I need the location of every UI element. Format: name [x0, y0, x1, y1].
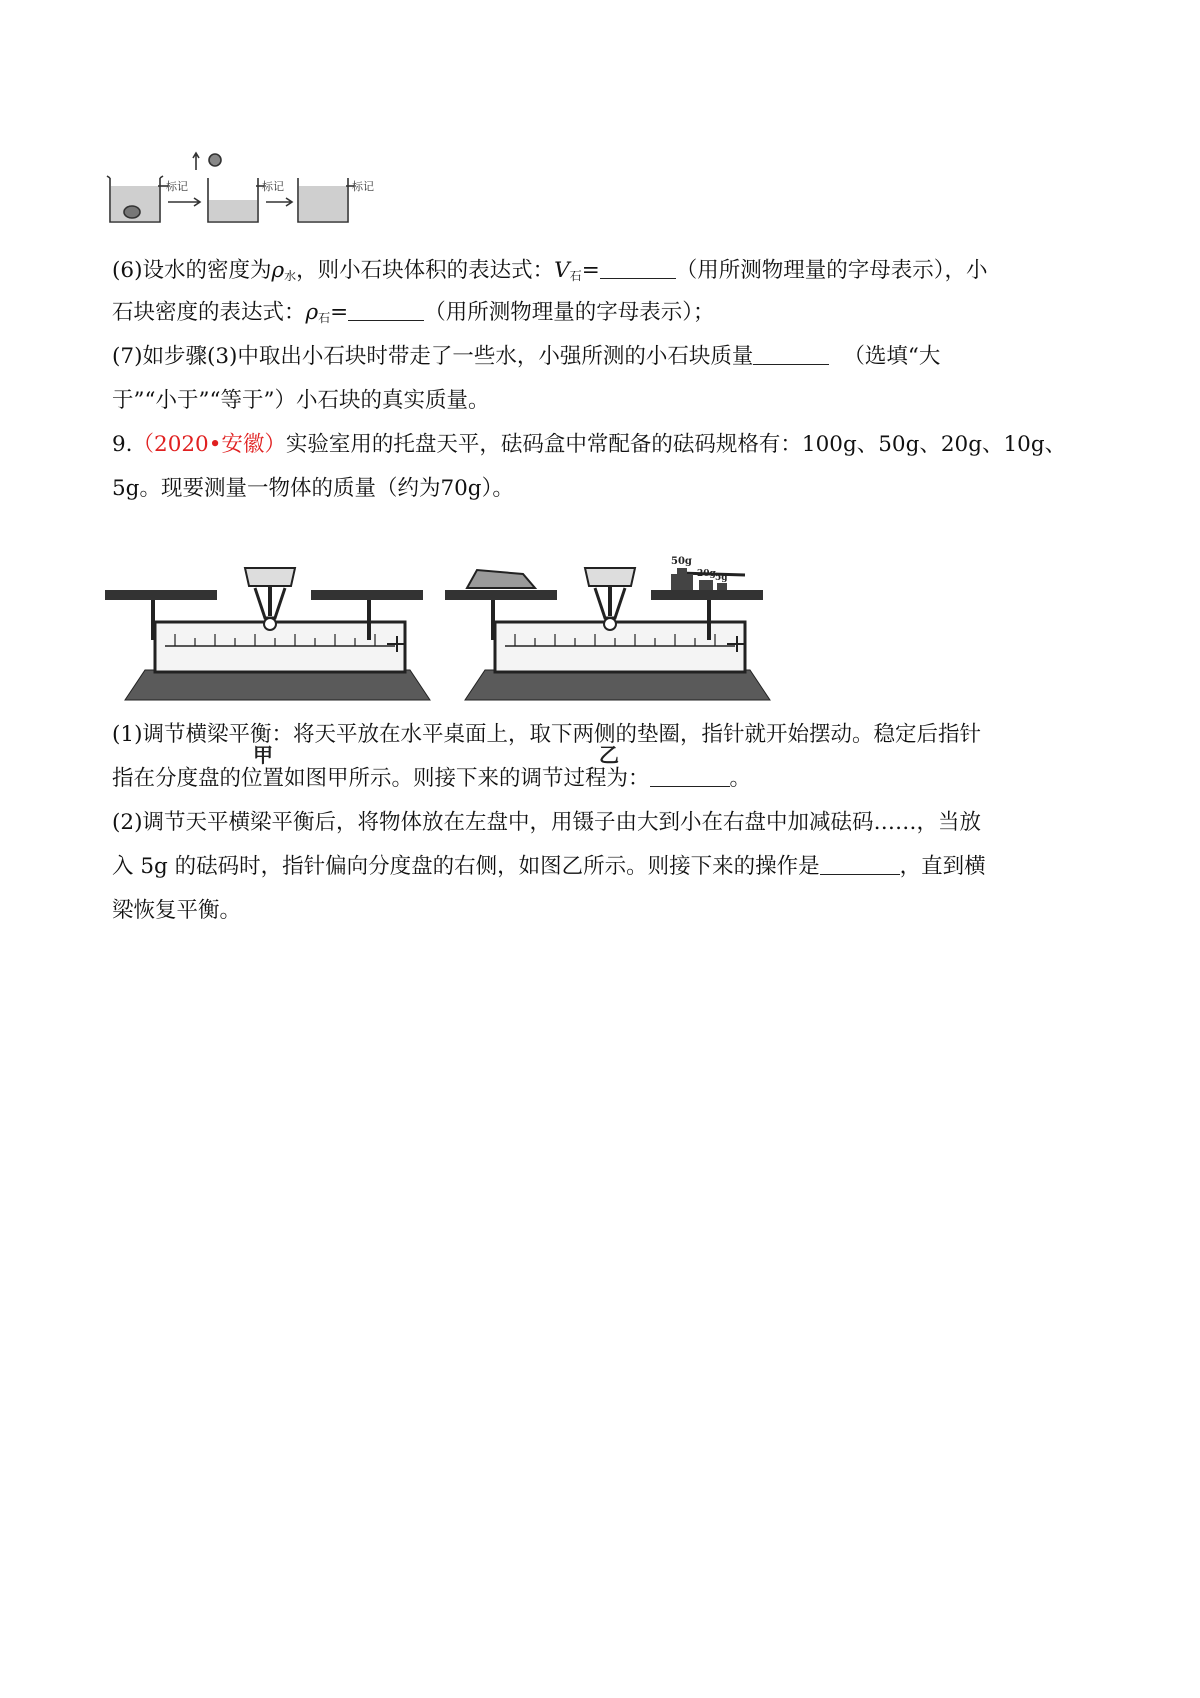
weight-label-50g: 50g [671, 556, 692, 567]
q9-p2-line1 [112, 808, 981, 838]
volume-symbol: V [554, 258, 570, 283]
rho-symbol: ρ [305, 300, 319, 325]
figure-label-yi: 乙 [599, 743, 619, 767]
text: = [581, 258, 600, 283]
beaker-figure [108, 152, 408, 248]
text: （用所测物理量的字母表示）； [424, 300, 715, 325]
text: ，直到横 [899, 854, 986, 879]
q8-p7-line2 [112, 386, 489, 416]
text: （用所测物理量的字母表示），小 [675, 258, 988, 283]
weight-label-20g: 20g [697, 569, 716, 579]
answer-blank[interactable] [348, 300, 424, 321]
text: 。 [729, 766, 752, 791]
rho-symbol: ρ [271, 258, 285, 283]
q8-p6-line1 [112, 256, 987, 291]
text: 指在分度盘的位置如图甲所示。则接下来的调节过程为： [112, 766, 650, 791]
answer-blank[interactable] [753, 344, 829, 365]
subscript: 石 [318, 311, 331, 325]
balance-jia [105, 568, 430, 700]
q9-stem-line1 [112, 430, 1066, 460]
answer-blank[interactable] [650, 766, 730, 787]
q8-p6-line2 [112, 298, 714, 333]
subscript: 石 [569, 269, 582, 283]
text: 梁恢复平衡。 [112, 898, 242, 923]
balance-yi [445, 568, 770, 700]
answer-blank[interactable] [600, 258, 676, 279]
beaker-mark-label: 标记 [166, 180, 188, 193]
q9-p1-line1 [112, 720, 981, 750]
text: = [330, 300, 349, 325]
subscript: 水 [284, 269, 297, 283]
figure-label-jia: 甲 [253, 743, 273, 767]
beaker-mark-label: 标记 [262, 180, 284, 193]
text: (1)调节横梁平衡：将天平放在水平桌面上，取下两侧的垫圈，指针就开始摆动。稳定后指针 [112, 722, 981, 747]
q8-p7-line1 [112, 342, 940, 372]
q9-stem-line2 [112, 474, 514, 504]
text: (6)设水的密度为 [112, 258, 272, 283]
q9-p1-line2 [112, 764, 751, 794]
text: (2)调节天平横梁平衡后，将物体放在左盘中，用镊子由大到小在右盘中加减砝码……，当放 [112, 810, 981, 835]
text: （选填“大 [843, 344, 941, 369]
answer-blank[interactable] [820, 854, 900, 875]
text: 实验室用的托盘天平，砝码盒中常配备的砝码规格有：100g、50g、20g、10g、 [285, 432, 1067, 457]
question-source: （2020•安徽） [132, 432, 286, 457]
text: 于”“小于”“等于”）小石块的真实质量。 [112, 388, 490, 413]
weight-label-5g: 5g [715, 573, 728, 583]
text: 入 5g 的砝码时，指针偏向分度盘的右侧，如图乙所示。则接下来的操作是 [112, 854, 820, 879]
text: (7)如步骤(3)中取出小石块时带走了一些水，小强所测的小石块质量 [112, 344, 754, 369]
beaker-mark-label: 标记 [352, 180, 374, 193]
q9-p2-line2 [112, 852, 986, 882]
q9-p2-line3 [112, 896, 241, 926]
text: ，则小石块体积的表达式： [296, 258, 555, 283]
text: 石块密度的表达式： [112, 300, 306, 325]
text: 5g。现要测量一物体的质量（约为70g）。 [112, 476, 514, 501]
question-number: 9. [112, 432, 133, 457]
